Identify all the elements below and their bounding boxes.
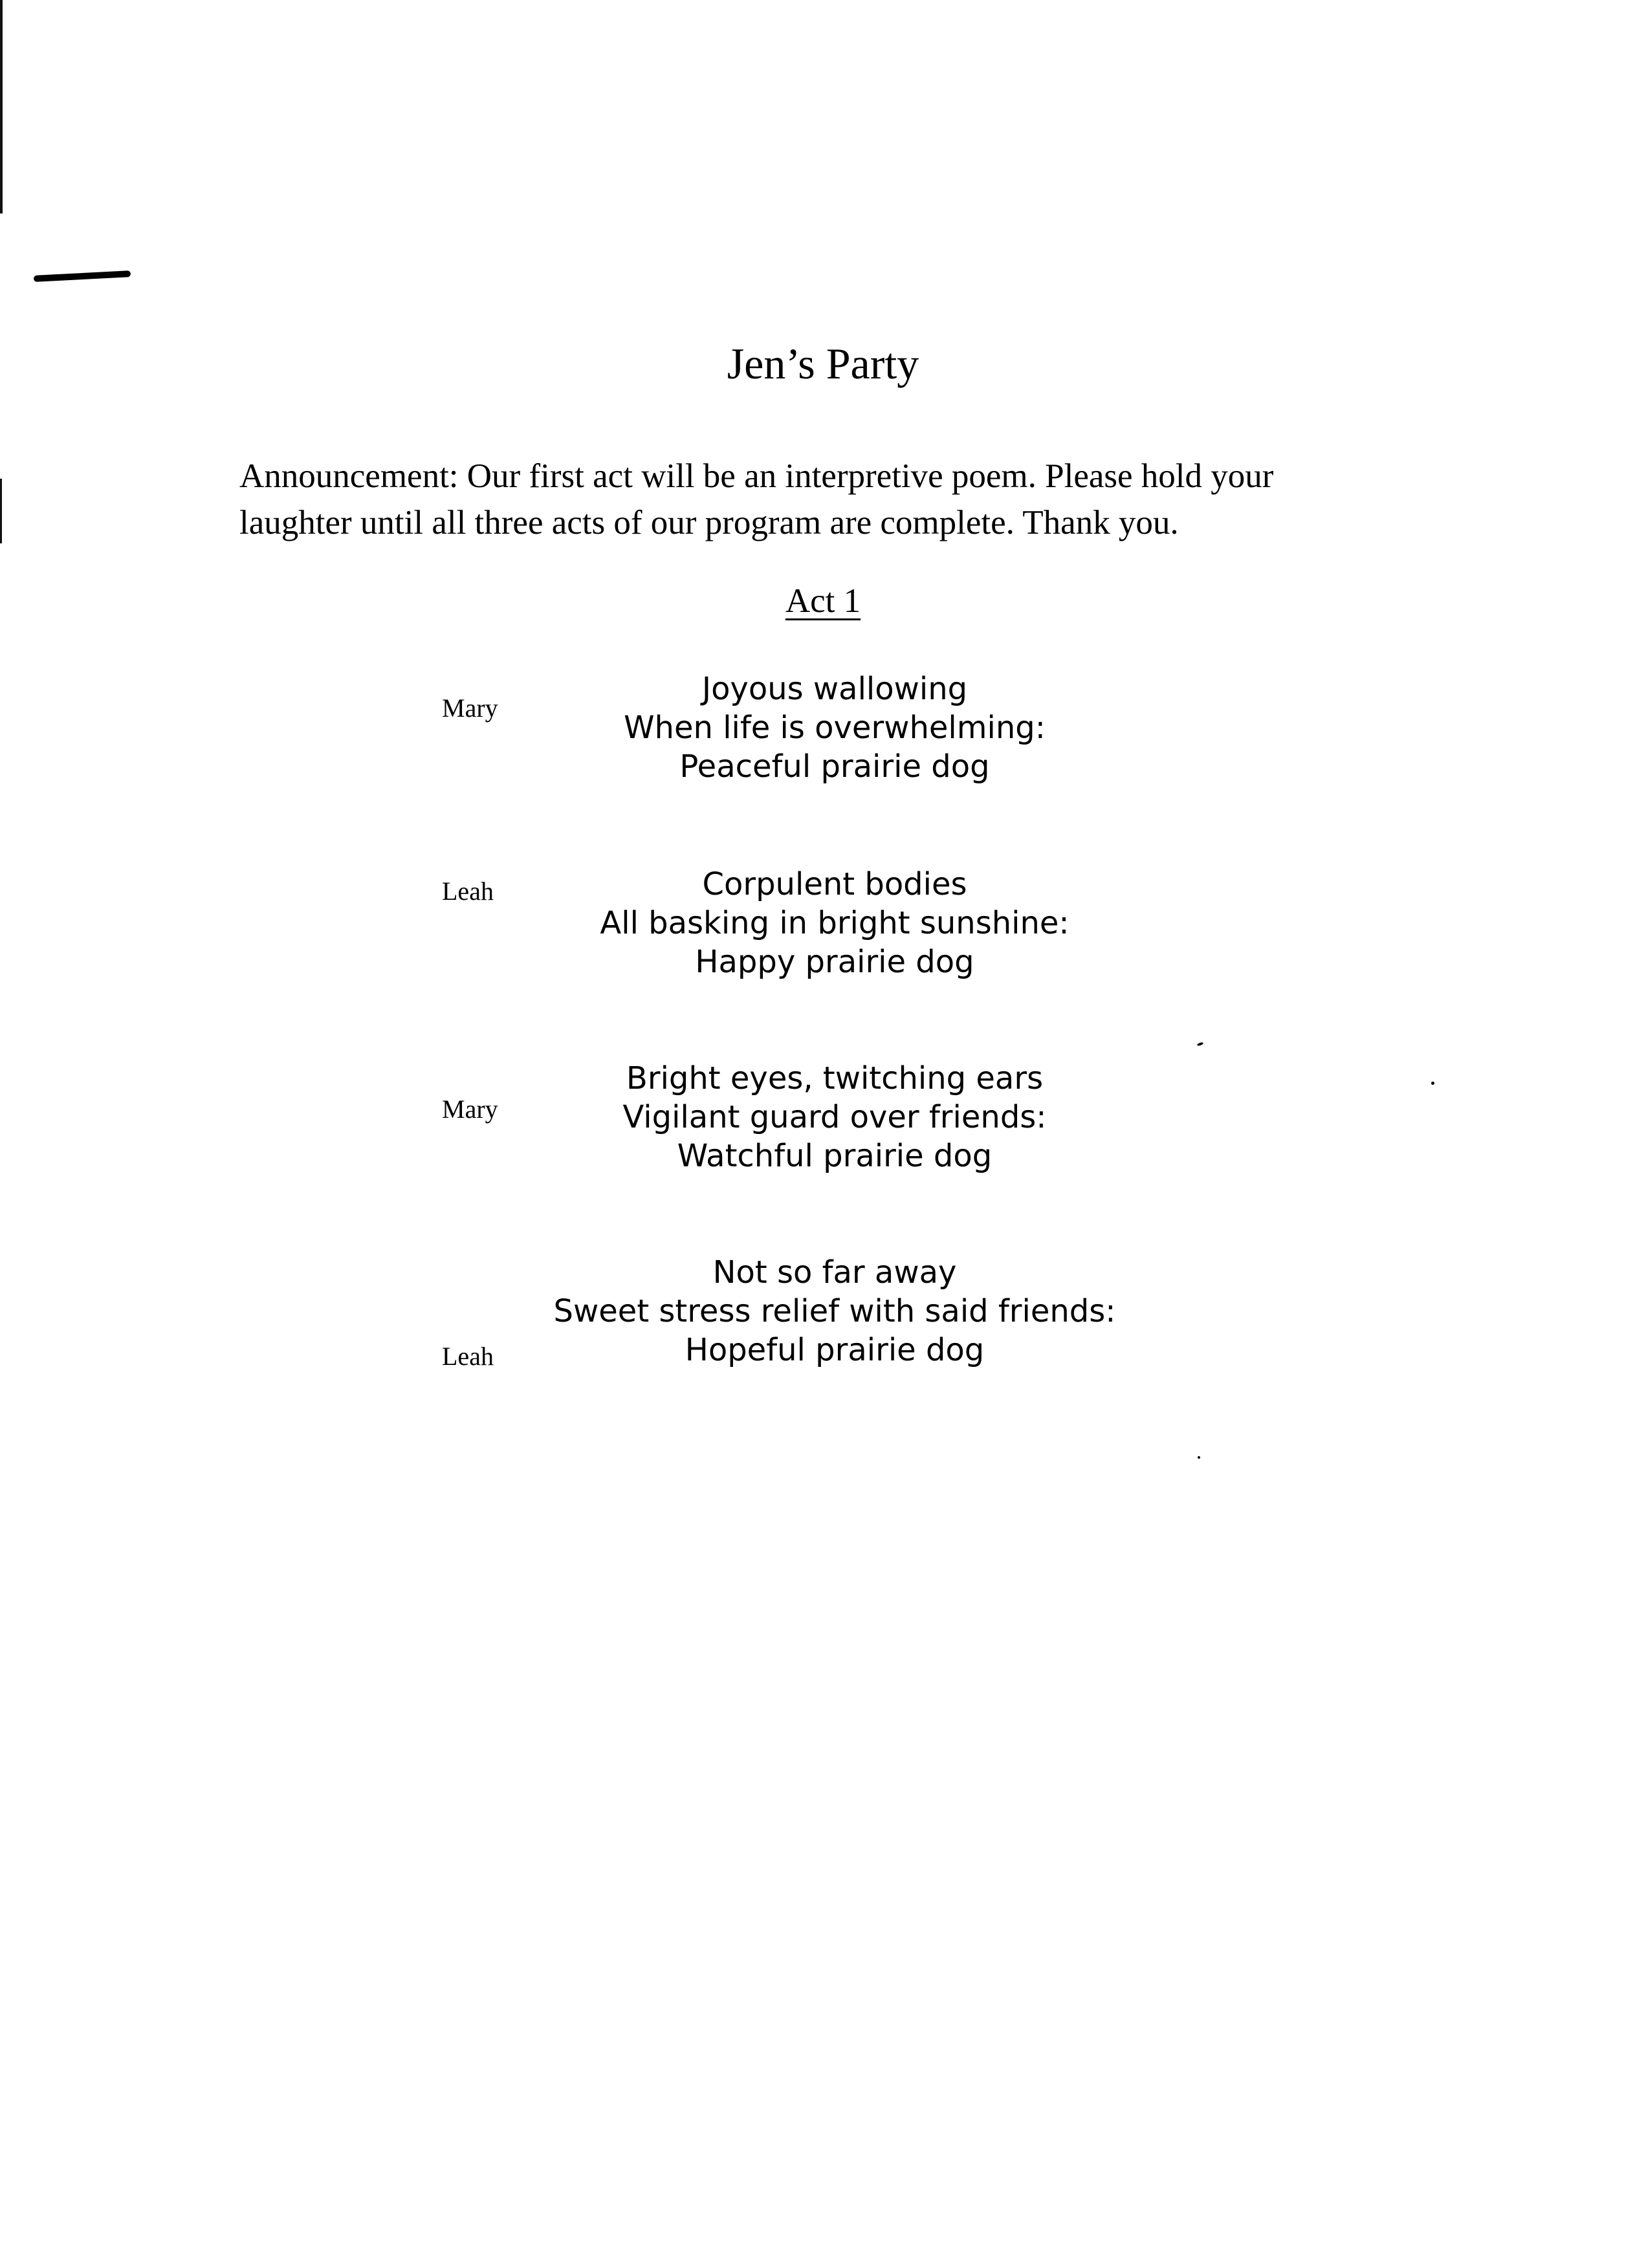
- scan-speck: [1198, 1456, 1200, 1459]
- speaker-label: Leah: [442, 877, 494, 906]
- speaker-label: Mary: [442, 693, 498, 723]
- poem-line: Watchful prairie dog: [677, 1138, 993, 1174]
- scan-edge-mark: [0, 479, 2, 543]
- speaker-label: Leah: [442, 1342, 494, 1371]
- speaker-label: Mary: [442, 1095, 498, 1124]
- act-heading: [0, 584, 1646, 618]
- page-title: Jen’s Party: [727, 339, 919, 388]
- poem-line: Not so far away: [712, 1254, 957, 1291]
- announcement-paragraph: [239, 453, 1443, 546]
- scan-speck: [1431, 1082, 1434, 1085]
- poem-line: Hopeful prairie dog: [685, 1332, 985, 1368]
- poem-line: Vigilant guard over friends:: [622, 1099, 1047, 1135]
- announcement-line: laughter until all three acts of our program are complete. Thank you.: [239, 504, 1179, 541]
- poem-line: All basking in bright sunshine:: [600, 905, 1070, 941]
- poem-stanza: [498, 1253, 1171, 1369]
- poem-line: Peaceful prairie dog: [679, 748, 990, 785]
- announcement-line: Announcement: Our first act will be an interpretive poem. Please hold your: [239, 457, 1274, 495]
- scan-speck: [1197, 1041, 1204, 1046]
- poem-line: Sweet stress relief with said friends:: [553, 1293, 1116, 1329]
- poem-line: Joyous wallowing: [701, 671, 968, 707]
- poem-line: Bright eyes, twitching ears: [626, 1060, 1044, 1096]
- hand-drawn-dash: [34, 270, 131, 282]
- act-heading-text: Act 1: [785, 582, 861, 620]
- poem-line: When life is overwhelming:: [624, 710, 1046, 746]
- poem-stanza: [498, 865, 1171, 981]
- poem-stanza: [498, 1059, 1171, 1175]
- poem-line: Happy prairie dog: [695, 944, 974, 980]
- poem-line: Corpulent bodies: [702, 866, 967, 902]
- poem-stanza: [498, 670, 1171, 786]
- scan-edge-mark: [0, 0, 3, 213]
